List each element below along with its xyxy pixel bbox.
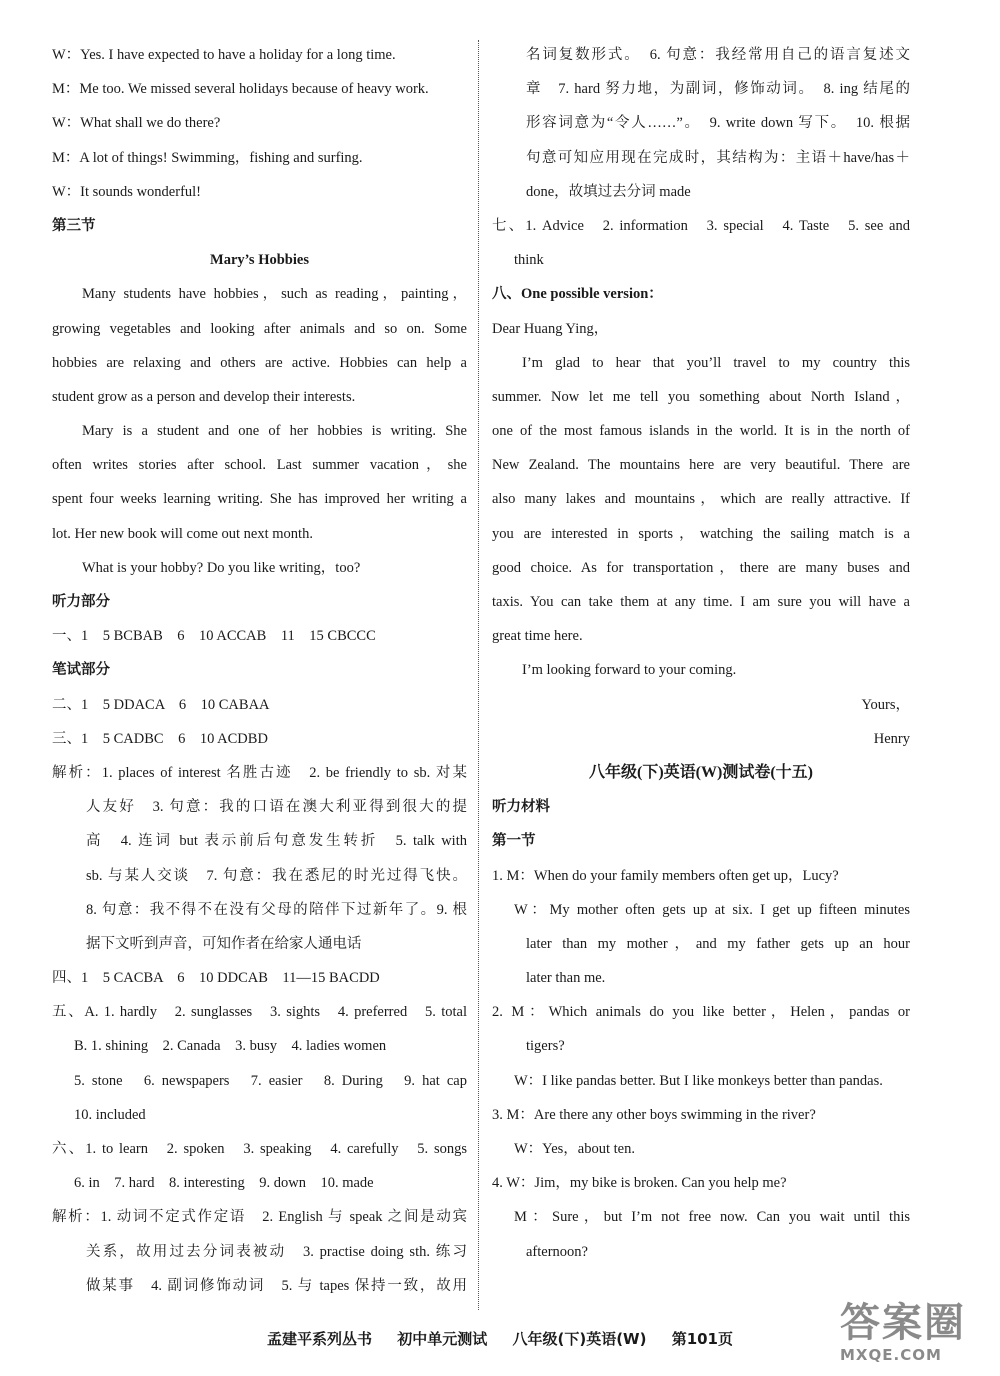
dialog-line: 1. M：When do your family members often get up，Lucy? (492, 867, 839, 884)
letter-line: summer. Now let me tell you something about North Island， (492, 388, 910, 405)
dialog-line: W：Yes. I have expected to have a holiday for a long time. (52, 47, 396, 63)
dialog-line: W：What shall we do there? (52, 115, 221, 132)
dialog-line: M：Me too. We missed several holidays because of heavy work. (52, 81, 429, 98)
letter-line: also many lakes and mountains，which are really attractive. If (492, 491, 910, 508)
dialog-line: afternoon? (526, 1243, 588, 1260)
passage-title: Mary’s Hobbies (210, 252, 309, 269)
explanation-line: 高 4. 连词 but 表示前后句意发生转折 5. talk with (86, 833, 467, 850)
section-heading: 笔试部分 (52, 662, 110, 679)
passage-line: growing vegetables and looking after animals and so on. Some (52, 320, 467, 337)
passage-line: spent four weeks learning writing. She has improved her writing a (52, 491, 467, 508)
passage-line: lot. Her new book will come out next month. (52, 525, 313, 542)
explanation-line: 解析：1. 动词不定式作定语 2. English 与 speak 之间是动宾 (52, 1209, 467, 1226)
letter-signature: Henry (873, 730, 910, 747)
dialog-line: W：My mother often gets up at six. I get up fifteen minutes (514, 901, 910, 918)
left-column (52, 38, 467, 1303)
explanation-line: 句意可知应用现在完成时，其结构为：主语＋have/has＋ (526, 149, 910, 166)
explanation-line: 做某事 4. 副词修饰动词 5. 与 tapes 保持一致，故用 (86, 1277, 467, 1294)
dialog-line: later than me. (526, 970, 606, 987)
dialog-line: W：Yes，about ten. (514, 1141, 635, 1157)
explanation-line: 据下文听到声音，可知作者在给家人通电话 (86, 935, 362, 952)
answer-line: 七、1. Advice 2. information 3. special 4. Taste 5. see and (492, 217, 910, 234)
dialog-line: 2. M：Which animals do you like better，Helen，pandas or (492, 1004, 910, 1021)
answer-line: 三、1 5 CADBC 6 10 ACDBD (52, 730, 268, 747)
right-column (492, 38, 910, 1269)
answer-line: think (514, 252, 544, 269)
letter-line: good choice. As for transportation，there are many buses and (492, 559, 910, 576)
watermark-url: MXQE.COM (840, 1346, 942, 1364)
footer-page-number: 第101页 (671, 1330, 733, 1348)
letter-line: I’m looking forward to your coming. (522, 662, 737, 679)
footer-book: 初中单元测试 (397, 1330, 488, 1348)
letter-line: taxis. You can take them at any time. I am sure you will have a (492, 594, 910, 610)
explanation-line: 解析：1. places of interest 名胜古迹 2. be friendly to sb. 对某 (52, 764, 467, 781)
watermark-logo: 答案圈 (840, 1300, 966, 1346)
answer-line: 5. stone 6. newspapers 7. easier 8. During 9. hat cap (74, 1072, 467, 1089)
answer-line: 6. in 7. hard 8. interesting 9. down 10. made (74, 1175, 374, 1192)
watermark (840, 1300, 990, 1370)
letter-greeting: Dear Huang Ying， (492, 320, 609, 337)
letter-line: I’m glad to hear that you’ll travel to my country this (522, 354, 910, 371)
explanation-line: 形容词意为“令人……”。 9. write down 写下。 10. 根据 (526, 115, 910, 132)
explanation-line: done，故填过去分词 made (526, 183, 691, 200)
section-heading: 八、One possible version： (492, 286, 663, 303)
column-divider (478, 40, 479, 1310)
dialog-line: 3. M：Are there any other boys swimming in the river? (492, 1106, 816, 1123)
dialog-line: W：It sounds wonderful! (52, 183, 202, 200)
answer-line: 五、A. 1. hardly 2. sunglasses 3. sights 4. preferred 5. total (52, 1004, 467, 1021)
letter-closing: Yours， (861, 696, 910, 713)
explanation-line: 人友好 3. 句意：我的口语在澳大利亚得到很大的提 (86, 799, 467, 816)
explanation-line: 8. 句意：我不得不在没有父母的陪伴下过新年了。9. 根 (86, 901, 467, 918)
passage-line: What is your hobby? Do you like writing，too? (82, 559, 361, 576)
dialog-line: M：A lot of things! Swimming，fishing and surfing. (52, 149, 363, 166)
dialog-line: W：I like pandas better. But I like monkeys better than pandas. (514, 1072, 883, 1089)
explanation-line: 章 7. hard 努力地，为副词，修饰动词。 8. ing 结尾的 (526, 81, 910, 98)
passage-line: often writes stories after school. Last summer vacation，she (52, 457, 467, 474)
test-title: 八年级(下)英语(W)测试卷(十五) (589, 763, 813, 781)
passage-line: Many students have hobbies，such as reading，painting， (82, 286, 467, 303)
answer-line: 六、1. to learn 2. spoken 3. speaking 4. carefully 5. songs (52, 1141, 467, 1157)
explanation-line: sb. 与某人交谈 7. 句意：我在悉尼的时光过得飞快。 (86, 867, 467, 884)
footer-grade: 八年级(下)英语(W) (512, 1330, 647, 1348)
section-heading: 第三节 (52, 217, 96, 234)
answer-line: 一、1 5 BCBAB 6 10 ACCAB 11 15 CBCCC (52, 628, 376, 645)
dialog-line: M：Sure，but I’m not free now. Can you wait until this (514, 1209, 910, 1226)
section-heading: 第一节 (492, 833, 536, 850)
letter-line: one of the most famous islands in the world. It is in the north of (492, 423, 910, 440)
answer-line: B. 1. shining 2. Canada 3. busy 4. ladies women (74, 1038, 387, 1055)
footer-series: 孟建平系列丛书 (266, 1330, 372, 1348)
answer-line: 二、1 5 DDACA 6 10 CABAA (52, 696, 270, 713)
explanation-line: 关系，故用过去分词表被动 3. practise doing sth. 练习 (86, 1243, 467, 1260)
explanation-line: 名词复数形式。 6. 句意：我经常用自己的语言复述文 (526, 47, 910, 63)
passage-line: student grow as a person and develop their interests. (52, 388, 356, 405)
letter-line: great time here. (492, 628, 583, 645)
dialog-line: tigers? (526, 1038, 565, 1055)
passage-line: Mary is a student and one of her hobbies is writing. She (82, 423, 467, 440)
section-heading: 听力材料 (492, 799, 550, 816)
letter-line: you are interested in sports，watching the sailing match is a (492, 525, 910, 542)
passage-line: hobbies are relaxing and others are active. Hobbies can help a (52, 354, 467, 371)
letter-line: New Zealand. The mountains here are very beautiful. There are (492, 457, 910, 474)
dialog-line: 4. W：Jim，my bike is broken. Can you help me? (492, 1175, 787, 1192)
answer-line: 四、1 5 CACBA 6 10 DDCAB 11—15 BACDD (52, 970, 380, 987)
section-heading: 听力部分 (52, 594, 110, 610)
dialog-line: later than my mother，and my father gets up an hour (526, 935, 910, 952)
answer-line: 10. included (74, 1106, 146, 1123)
